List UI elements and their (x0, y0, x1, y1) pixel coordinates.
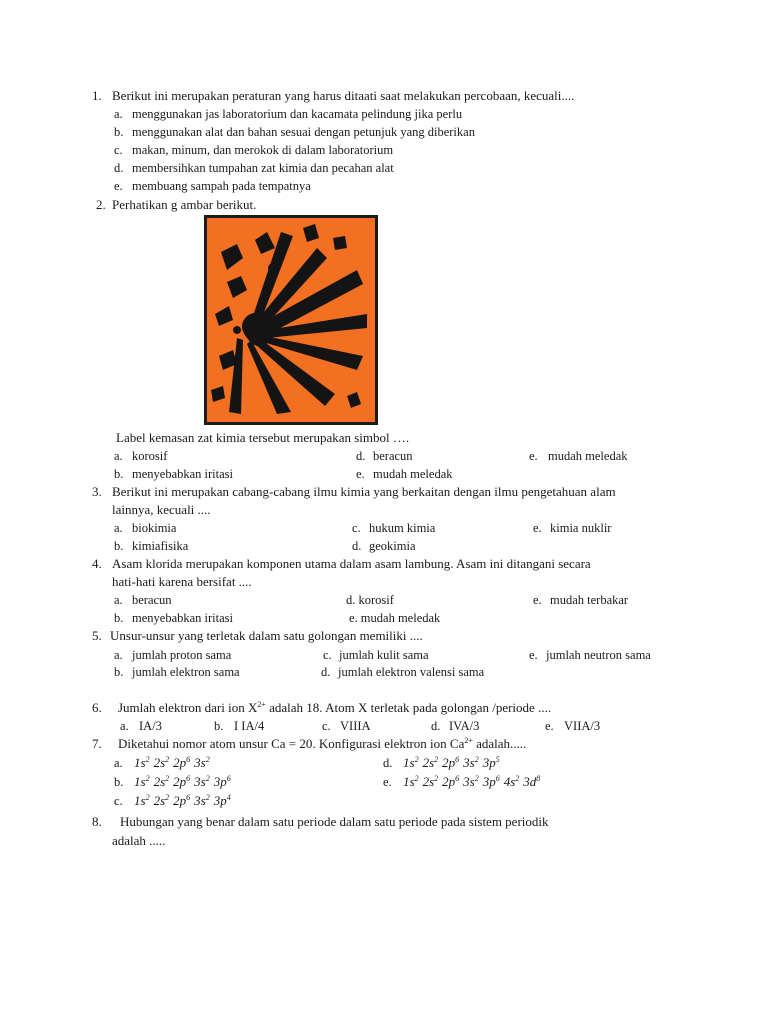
config-orbital: 1s (134, 793, 146, 808)
q3-option-e: kimia nuklir (550, 521, 612, 535)
config-orbital: 2s (153, 774, 166, 789)
q5-option-a-letter: a. (114, 648, 123, 662)
q4-option-b-letter: b. (114, 611, 124, 625)
q6-option-d-letter: d. (431, 719, 441, 733)
config-exponent: 2 (145, 774, 150, 783)
q2-option-b: menyebabkan iritasi (132, 467, 234, 481)
q8-text-line1: Hubungan yang benar dalam satu periode dalam satu periode pada sistem periodik (120, 814, 549, 829)
config-orbital: 3s (194, 755, 206, 770)
config-exponent: 2 (474, 755, 479, 764)
q5-number: 5. (92, 628, 102, 643)
config-term (154, 755, 170, 770)
q3-option-c-letter: c. (352, 521, 361, 535)
q6-number: 6. (92, 700, 102, 715)
q7-charge: 2+ (464, 736, 473, 745)
config-orbital: 2p (173, 774, 187, 789)
config-exponent: 2 (205, 755, 210, 764)
config-exponent: 2 (434, 774, 439, 783)
config-orbital: 2s (153, 755, 166, 770)
config-term (214, 774, 231, 789)
config-orbital: 3s (194, 793, 206, 808)
config-term (173, 755, 190, 770)
config-exponent: 6 (186, 774, 191, 783)
config-exponent: 2 (414, 755, 419, 764)
q7-option-b-config (134, 774, 235, 790)
q2-option-e2: mudah meledak (373, 467, 453, 481)
q3-option-c: hukum kimia (369, 521, 436, 535)
config-term (523, 774, 540, 789)
q2-number: 2. (96, 197, 106, 212)
q1-option-b-letter: b. (114, 125, 124, 139)
q5-option-d-letter: d. (321, 665, 331, 679)
q7-number: 7. (92, 736, 102, 751)
q7-text-pre: Diketahui nomor atom unsur Ca = 20. Konfigurasi elektron ion Ca (118, 736, 465, 751)
config-term (173, 793, 190, 808)
q3-option-e-letter: e. (533, 521, 542, 535)
q7-option-d-letter: d. (383, 756, 393, 770)
q6-option-e: VIIA/3 (564, 719, 601, 733)
config-term (173, 774, 190, 789)
q5-option-c-letter: c. (323, 648, 332, 662)
config-exponent: 6 (455, 755, 460, 764)
q6-option-b-letter: b. (214, 719, 224, 733)
q7-option-d-config (403, 755, 504, 771)
config-exponent: 5 (495, 755, 500, 764)
q4-text-line2: hati-hati karena bersifat .... (112, 574, 252, 589)
config-orbital: 3p (213, 774, 227, 789)
q6-text (118, 700, 551, 716)
config-exponent: 6 (495, 774, 500, 783)
q6-text-post: adalah 18. Atom X terletak pada golongan /periode .... (265, 700, 552, 715)
q7-option-c-letter: c. (114, 794, 123, 808)
config-term (214, 793, 231, 808)
q2-option-e1: mudah meledak (548, 449, 628, 463)
config-term (423, 755, 439, 770)
q2-label-text: Label kemasan zat kimia tersebut merupakan simbol …. (116, 430, 410, 445)
q1-number: 1. (92, 88, 102, 103)
config-exponent: 6 (226, 774, 231, 783)
config-term (134, 755, 150, 770)
config-term (154, 774, 170, 789)
config-orbital: 3p (482, 774, 496, 789)
config-exponent: 2 (414, 774, 419, 783)
q2-option-e2-letter: e. (356, 467, 365, 481)
q3-option-d: geokimia (369, 539, 416, 553)
config-orbital: 1s (134, 774, 146, 789)
q2-text: Perhatikan g ambar berikut. (112, 197, 257, 212)
config-term (194, 755, 210, 770)
q5-option-b: jumlah elektron sama (132, 665, 240, 679)
config-term (483, 774, 500, 789)
config-exponent: 2 (434, 755, 439, 764)
q1-option-d: membersihkan tumpahan zat kimia dan pecahan alat (132, 161, 394, 175)
q2-option-a-letter: a. (114, 449, 123, 463)
config-exponent: 8 (536, 774, 541, 783)
q3-text-line1: Berikut ini merupakan cabang-cabang ilmu kimia yang berkaitan dengan ilmu pengetahuan alam (112, 484, 616, 499)
config-orbital: 3p (482, 755, 496, 770)
q1-option-b: menggunakan alat dan bahan sesuai dengan petunjuk yang diberikan (132, 125, 475, 139)
q2-option-e1-letter: e. (529, 449, 538, 463)
config-term (403, 755, 419, 770)
config-orbital: 4s (503, 774, 516, 789)
config-exponent: 4 (226, 793, 231, 802)
q7-option-c-config (134, 793, 235, 809)
q4-option-e: mudah terbakar (550, 593, 629, 607)
q7-text (118, 736, 526, 752)
q4-option-e-letter: e. (533, 593, 542, 607)
config-term (423, 774, 439, 789)
q4-text-line1: Asam klorida merupakan komponen utama dalam asam lambung. Asam ini ditangani secara (112, 556, 591, 571)
q5-option-e-letter: e. (529, 648, 538, 662)
config-orbital: 3p (213, 793, 227, 808)
config-exponent: 2 (165, 774, 170, 783)
config-term (403, 774, 419, 789)
q8-text-line2: adalah ..... (112, 833, 166, 848)
config-term (134, 793, 150, 808)
config-orbital: 2s (422, 774, 435, 789)
config-orbital: 1s (403, 755, 415, 770)
config-term (442, 774, 459, 789)
q1-option-c-letter: c. (114, 143, 123, 157)
q5-option-b-letter: b. (114, 665, 124, 679)
config-exponent: 2 (515, 774, 520, 783)
q3-option-b: kimiafisika (132, 539, 189, 553)
config-orbital: 2p (173, 755, 187, 770)
q5-text: Unsur-unsur yang terletak dalam satu golongan memiliki .... (110, 628, 423, 643)
config-orbital: 1s (403, 774, 415, 789)
config-orbital: 3d (523, 774, 537, 789)
config-term (134, 774, 150, 789)
config-term (194, 793, 210, 808)
q7-option-e-letter: e. (383, 775, 392, 789)
config-term (463, 755, 479, 770)
config-orbital: 1s (134, 755, 146, 770)
q4-option-e2: e. mudah meledak (349, 611, 441, 625)
q1-option-e-letter: e. (114, 179, 123, 193)
config-exponent: 2 (205, 774, 210, 783)
config-term (154, 793, 170, 808)
explosive-hazard-icon (204, 215, 378, 425)
q1-option-d-letter: d. (114, 161, 124, 175)
config-term (442, 755, 459, 770)
q7-option-a-config (134, 755, 214, 771)
config-orbital: 2s (153, 793, 166, 808)
q4-option-a: beracun (132, 593, 172, 607)
q4-number: 4. (92, 556, 102, 571)
q2-option-d: beracun (373, 449, 413, 463)
config-term (194, 774, 210, 789)
q1-option-a: menggunakan jas laboratorium dan kacamata pelindung jika perlu (132, 107, 463, 121)
config-exponent: 2 (165, 793, 170, 802)
config-orbital: 3s (194, 774, 206, 789)
config-exponent: 6 (455, 774, 460, 783)
q7-option-e-config (403, 774, 544, 790)
q1-option-c: makan, minum, dan merokok di dalam laboratorium (132, 143, 394, 157)
q6-option-b: I IA/4 (234, 719, 265, 733)
config-exponent: 2 (474, 774, 479, 783)
q6-option-d: IVA/3 (449, 719, 480, 733)
q5-option-c: jumlah kulit sama (339, 648, 429, 662)
q3-option-b-letter: b. (114, 539, 124, 553)
q8-number: 8. (92, 814, 102, 829)
q3-option-a-letter: a. (114, 521, 123, 535)
q3-option-d-letter: d. (352, 539, 362, 553)
config-orbital: 2p (442, 755, 456, 770)
config-exponent: 2 (205, 793, 210, 802)
q5-option-e: jumlah neutron sama (546, 648, 651, 662)
config-orbital: 2p (442, 774, 456, 789)
q7-option-b-letter: b. (114, 775, 124, 789)
q6-option-c: VIIIA (340, 719, 371, 733)
config-exponent: 6 (186, 755, 191, 764)
q6-option-a-letter: a. (120, 719, 129, 733)
q1-text: Berikut ini merupakan peraturan yang harus ditaati saat melakukan percobaan, kecuali.... (112, 88, 575, 103)
q6-charge: 2+ (257, 700, 266, 709)
q2-option-a: korosif (132, 449, 168, 463)
explosive-symbol-graphic (207, 218, 375, 422)
q4-option-b: menyebabkan iritasi (132, 611, 234, 625)
q5-option-d: jumlah elektron valensi sama (338, 665, 485, 679)
config-orbital: 3s (463, 755, 475, 770)
q6-option-a: IA/3 (139, 719, 162, 733)
q4-option-a-letter: a. (114, 593, 123, 607)
config-orbital: 2p (173, 793, 187, 808)
q3-option-a: biokimia (132, 521, 177, 535)
q1-option-e: membuang sampah pada tempatnya (132, 179, 311, 193)
q3-text-line2: lainnya, kecuali .... (112, 502, 211, 517)
q1-option-a-letter: a. (114, 107, 123, 121)
q2-option-b-letter: b. (114, 467, 124, 481)
config-term (504, 774, 520, 789)
q2-option-d-letter: d. (356, 449, 366, 463)
config-orbital: 2s (422, 755, 435, 770)
q4-option-d: d. korosif (346, 593, 394, 607)
config-exponent: 2 (145, 755, 150, 764)
q6-option-c-letter: c. (322, 719, 331, 733)
config-term (463, 774, 479, 789)
config-exponent: 6 (186, 793, 191, 802)
config-orbital: 3s (463, 774, 475, 789)
q3-number: 3. (92, 484, 102, 499)
q6-text-pre: Jumlah elektron dari ion X (118, 700, 258, 715)
q7-text-post: adalah..... (472, 736, 527, 751)
q5-option-a: jumlah proton sama (132, 648, 232, 662)
q6-option-e-letter: e. (545, 719, 554, 733)
q7-option-a-letter: a. (114, 756, 123, 770)
config-exponent: 2 (165, 755, 170, 764)
config-exponent: 2 (145, 793, 150, 802)
config-term (483, 755, 500, 770)
